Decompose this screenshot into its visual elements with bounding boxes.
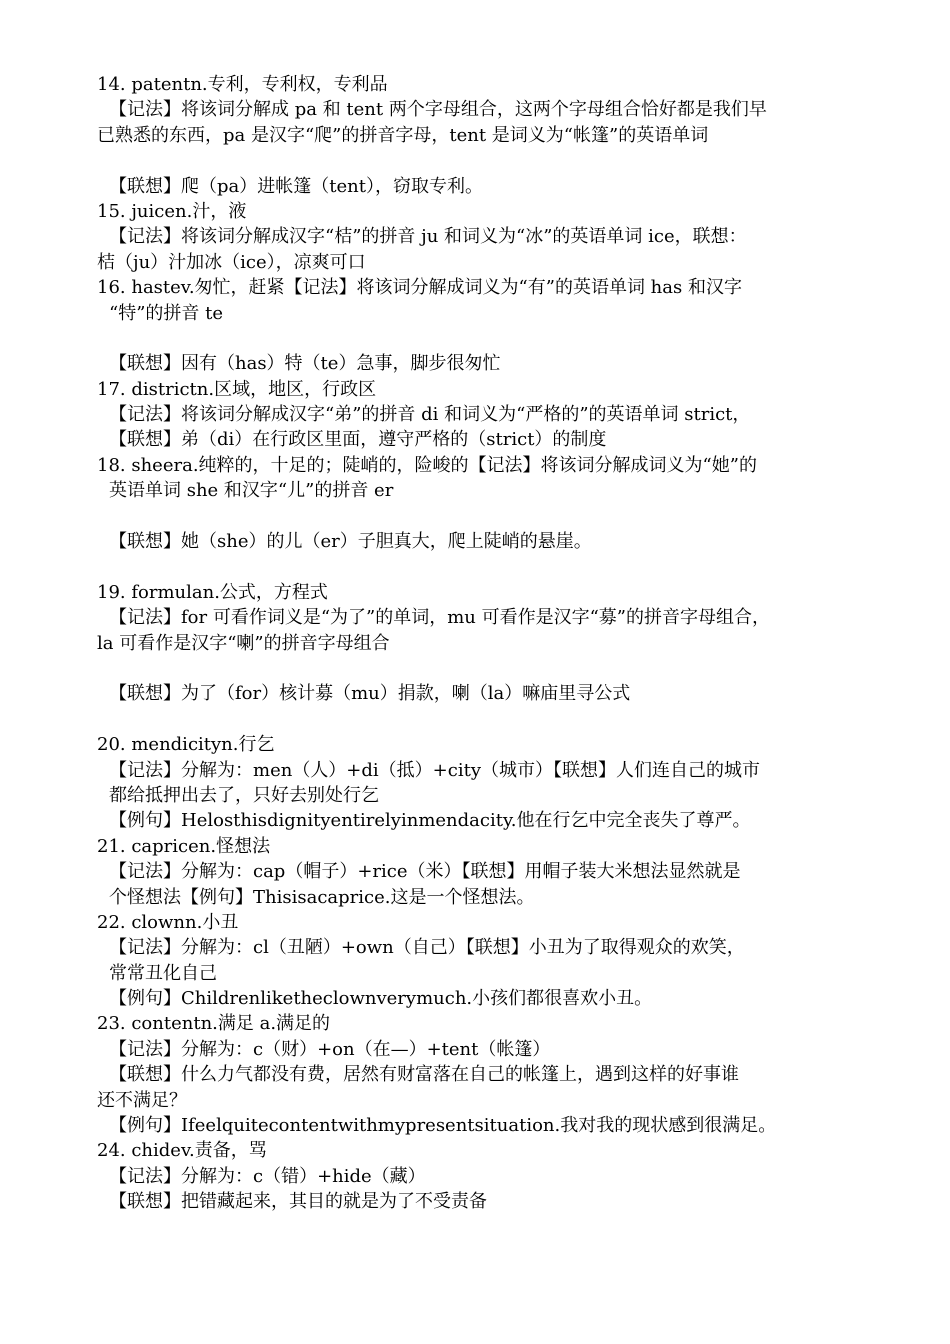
text-line: 22. clownn.小丑 <box>97 911 239 933</box>
text-line: 16. hastev.匆忙，赶紧【记法】将该词分解成词义为“有”的英语单词 has 和汉字 <box>97 277 742 299</box>
text-line: 个怪想法【例句】Thisisacaprice.这是一个怪想法。 <box>109 886 535 908</box>
text-line: “特”的拼音 te <box>109 302 224 324</box>
blank-line <box>97 656 897 681</box>
text-line: 23. contentn.满足 a.满足的 <box>97 1013 331 1035</box>
blank-line <box>97 326 897 351</box>
text-line: 24. chidev.责备，骂 <box>97 1140 267 1162</box>
text-line: 21. capricen.怪想法 <box>97 835 271 857</box>
text-line: 【记法】将该词分解成汉字“桔”的拼音 ju 和词义为“冰”的英语单词 ice，联想： <box>109 226 747 248</box>
blank-line <box>97 554 897 579</box>
text-line: 20. mendicityn.行乞 <box>97 734 275 756</box>
text-line: 【例句】Helosthisdignityentirelyinmendacity.他在行乞中完全丧失了尊严。 <box>109 810 751 832</box>
text-line: 15. juicen.汁，液 <box>97 200 247 222</box>
text-line: 【记法】分解为：c（错）+hide（藏） <box>109 1165 426 1187</box>
text-line: 【联想】她（she）的儿（er）子胆真大，爬上陡峭的悬崖。 <box>109 531 592 553</box>
text-line: 已熟悉的东西，pa 是汉字“爬”的拼音字母，tent 是词义为“帐篷”的英语单词 <box>97 124 709 146</box>
text-line: 【例句】Childrenliketheclownverymuch.小孩们都很喜欢小丑。 <box>109 988 653 1010</box>
text-line: 【联想】弟（di）在行政区里面，遵守严格的（strict）的制度 <box>109 429 607 451</box>
text-line: 【联想】把错藏起来，其目的就是为了不受责备 <box>109 1191 487 1213</box>
text-line: 18. sheera.纯粹的，十足的；陡峭的，险峻的【记法】将该词分解成词义为“她”的 <box>97 454 757 476</box>
text-line: 英语单词 she 和汉字“儿”的拼音 er <box>109 480 394 502</box>
text-line: 19. formulan.公式，方程式 <box>97 581 328 603</box>
text-line: 【联想】因有（has）特（te）急事，脚步很匆忙 <box>109 353 501 375</box>
text-line: 17. districtn.区域，地区，行政区 <box>97 378 377 400</box>
text-line: 还不满足？ <box>97 1089 187 1111</box>
text-line: 常常丑化自己 <box>109 962 217 984</box>
text-line: 【联想】爬（pa）进帐篷（tent），窃取专利。 <box>109 175 483 197</box>
text-line: 【例句】Ifeelquitecontentwithmypresentsituation.我对我的现状感到很满足。 <box>109 1115 777 1137</box>
blank-line <box>97 148 897 173</box>
text-line: 【联想】什么力气都没有费，居然有财富落在自己的帐篷上，遇到这样的好事谁 <box>109 1064 739 1086</box>
text-line: 14. patentn.专利，专利权，专利品 <box>97 74 388 95</box>
text-line: la 可看作是汉字“喇”的拼音字母组合 <box>97 632 390 654</box>
blank-line <box>97 707 897 732</box>
text-line: 【联想】为了（for）核计募（mu）捐款，喇（la）嘛庙里寻公式 <box>109 683 631 705</box>
blank-line <box>97 504 897 529</box>
text-line: 【记法】分解为：cl（丑陋）+own（自己）【联想】小丑为了取得观众的欢笑， <box>109 937 745 959</box>
text-line: 桔（ju）汁加冰（ice），凉爽可口 <box>97 251 366 273</box>
text-line: 【记法】分解为：cap（帽子）+rice（米）【联想】用帽子装大米想法显然就是 <box>109 861 741 883</box>
text-line: 都给抵押出去了，只好去别处行乞 <box>109 784 379 806</box>
document-body <box>97 72 897 1215</box>
text-line: 【记法】分解为：c（财）+on（在—）+tent（帐篷） <box>109 1038 551 1060</box>
text-line: 【记法】分解为：men（人）+di（抵）+city（城市）【联想】人们连自己的城市 <box>109 759 760 781</box>
text-line: 【记法】将该词分解成 pa 和 tent 两个字母组合，这两个字母组合恰好都是我们早 <box>109 99 767 121</box>
text-line: 【记法】将该词分解成汉字“弟”的拼音 di 和词义为“严格的”的英语单词 strict， <box>109 404 751 426</box>
text-line: 【记法】for 可看作词义是“为了”的单词，mu 可看作是汉字“募”的拼音字母组合， <box>109 607 771 629</box>
